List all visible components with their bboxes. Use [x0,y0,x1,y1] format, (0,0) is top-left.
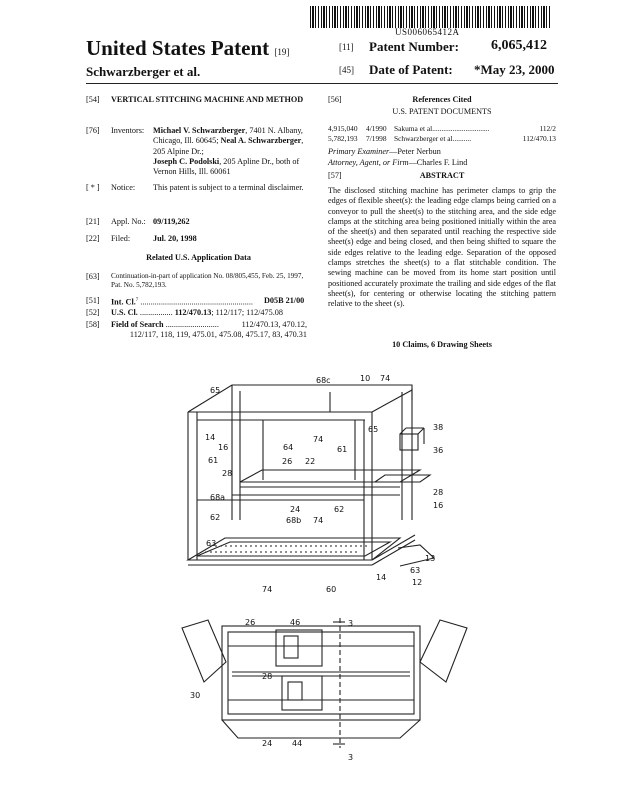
svg-text:61: 61 [337,445,348,454]
svg-text:30: 30 [190,691,201,700]
authors: Schwarzberger et al. [86,64,201,79]
uscl-code: [52] [86,308,100,317]
svg-text:28: 28 [433,488,444,497]
field-code: [58] [86,320,100,329]
field-of-search: Field of Search .......................... 112/470.13, 470.12, 112/117, 118, 119, 475.01, 475.08, 475.17, 83, 470.31 [111,320,307,340]
appl-label: Appl. No.: [111,217,146,226]
invention-title: VERTICAL STITCHING MACHINE AND METHOD [111,95,304,104]
svg-text:28: 28 [222,469,233,478]
svg-text:14: 14 [376,573,387,582]
patent-number-label: Patent Number: [369,39,459,54]
notice-label: Notice: [111,183,136,192]
notice-text: This patent is subject to a terminal disclaimer. [153,183,304,192]
abstract-code: [57] [328,171,342,180]
svg-text:14: 14 [205,433,216,442]
svg-text:74: 74 [313,516,324,525]
svg-text:60: 60 [326,585,337,594]
patent-title-heading: United States Patent [19] [86,36,290,60]
refs-code: [56] [328,95,342,104]
references-heading: References Cited [412,95,472,104]
intcl-code: [51] [86,296,100,305]
reference-row: 4,915,040 4/1990 Sakuma et al. .............................. 112/2 [328,124,556,133]
date-of-patent-label: Date of Patent: [369,62,453,77]
date-of-patent-value: *May 23, 2000 [474,62,555,77]
inventors-list: Michael V. Schwarzberger, 7401 N. Albany, Chicago, Ill. 60645; Neal A. Schwarzberger, 205 Alpine Dr.; Joseph C. Podolski, 205 Apline Dr., both of Vernon Hills, Ill. 60061 [153,126,304,177]
svg-text:63: 63 [206,539,217,548]
svg-text:74: 74 [313,435,324,444]
svg-text:63: 63 [410,566,421,575]
svg-text:65: 65 [210,386,221,395]
svg-text:62: 62 [334,505,345,514]
svg-text:64: 64 [283,443,294,452]
svg-text:22: 22 [305,457,316,466]
title-code: [54] [86,95,100,104]
svg-text:38: 38 [433,423,444,432]
notice-code: [ * ] [86,183,100,192]
svg-text:16: 16 [433,501,444,510]
number-ref: [11] [339,42,354,52]
svg-text:26: 26 [282,457,293,466]
svg-text:3: 3 [348,753,354,762]
related-data-heading: Related U.S. Application Data [146,253,251,262]
continuation-code: [63] [86,272,100,281]
svg-text:61: 61 [208,456,219,465]
patent-number-value: 6,065,412 [491,38,547,53]
int-cl-value: D05B 21/00 [264,296,305,305]
filed-label: Filed: [111,234,131,243]
primary-examiner: Primary Examiner—Peter Nerbun [328,147,441,156]
svg-text:74: 74 [380,374,391,383]
filed-code: [22] [86,234,100,243]
svg-text:44: 44 [292,739,303,748]
int-cl: Int. Cl.$^7$ ....................................................... [111,297,253,307]
svg-text:36: 36 [433,446,444,455]
svg-text:12: 12 [412,578,423,587]
top-view-drawing [182,618,467,748]
reference-row: 5,782,193 7/1998 Schwarzberger et al. ......... 112/470.13 [328,134,556,143]
appl-code: [21] [86,217,100,226]
inventors-label: Inventors: [111,126,145,135]
svg-text:16: 16 [218,443,229,452]
svg-text:62: 62 [210,513,221,522]
continuation-text: Continuation-in-part of application No. 08/805,455, Feb. 25, 1997, Pat. No. 5,782,193. [111,272,304,289]
inventors-code: [76] [86,126,100,135]
svg-text:10: 10 [360,374,371,383]
svg-text:46: 46 [290,618,301,627]
svg-text:68a: 68a [210,493,226,502]
attorney: Attorney, Agent, or Firm—Charles F. Lind [328,158,468,167]
svg-text:68c: 68c [316,376,331,385]
abstract-heading: ABSTRACT [419,171,465,180]
svg-text:65: 65 [368,425,379,434]
svg-text:28: 28 [262,672,273,681]
us-cl: U.S. Cl. ................ 112/470.13; 112/117; 112/475.08 [111,308,283,317]
svg-text:3: 3 [348,619,354,628]
svg-text:74: 74 [262,585,273,594]
svg-text:26: 26 [245,618,256,627]
abstract-text: The disclosed stitching machine has perimeter clamps to grip the edges of flexible sheet(s): the leading edge clamps being carried on a conveyor to pull the sheet(s) to the stitching area, and the side edge clamps at the stitching area being positioned initially within the area of the sheet(s) and then separated until reaching the respective side sheet(s) edge and being closed, and then being shifted to square the side edges relative to the leading edge. Separation of the opposed clamps stretches the sheet(s) to a flat stitchable condition. The sewing machine can be moved from its home start position until positioned accurately proximate the trailing and side edges of the flat sheet(s), for centering or otherwise locating the stitching pattern relative to the sheet (s). [328,186,556,309]
figure-labels-top [205,374,443,594]
figure-labels-bottom [190,618,353,762]
appl-value: 09/119,262 [153,217,190,226]
filed-value: Jul. 20, 1998 [153,234,197,243]
claims-summary: 10 Claims, 6 Drawing Sheets [392,340,492,349]
svg-text:13: 13 [425,554,436,563]
svg-text:24: 24 [290,505,301,514]
date-ref: [45] [339,65,354,75]
references-subheading: U.S. PATENT DOCUMENTS [392,107,492,116]
svg-text:68b: 68b [286,516,302,525]
document-number: US006065412A [395,27,460,37]
svg-text:24: 24 [262,739,273,748]
